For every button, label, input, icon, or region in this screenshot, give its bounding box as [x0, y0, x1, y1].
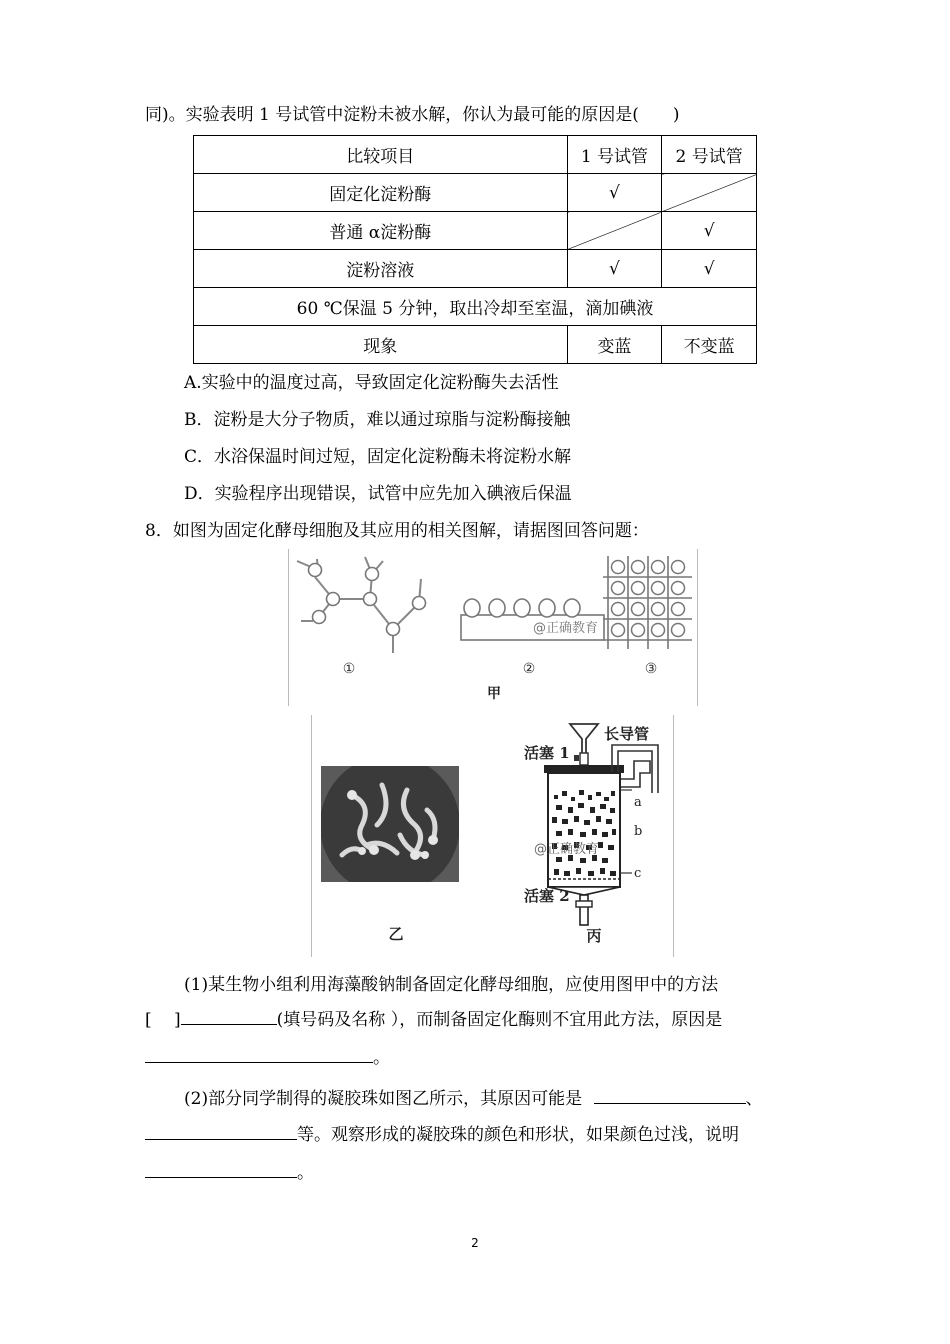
answer-blank-meaning[interactable] [145, 1159, 297, 1178]
row-tube1-empty [567, 212, 662, 250]
row-tube1: √ [567, 250, 662, 288]
condition-cell: 60 ℃保温 5 分钟，取出冷却至室温，滴加碘液 [194, 288, 757, 326]
answer-blank-cause2[interactable] [145, 1121, 297, 1140]
page-number: 2 [471, 1236, 479, 1250]
label-c: c [634, 866, 642, 881]
answer-bracket: [ ] [145, 1010, 181, 1030]
jia-label-3: ③ [644, 661, 658, 677]
bing-caption: 丙 [586, 927, 602, 945]
result-tube2: 不变蓝 [662, 326, 757, 364]
answer-blank-reason[interactable] [145, 1044, 373, 1063]
sub-question-1-line1: (1)某生物小组利用海藻酸钠制备固定化酵母细胞，应使用图甲中的方法 [184, 975, 719, 995]
sub-question-2-line2 [145, 1120, 739, 1145]
sub2-line2-text: 等。观察形成的凝胶珠的颜色和形状，如果颜色过浅，说明 [297, 1125, 739, 1145]
table-header-tube2: 2 号试管 [662, 136, 757, 174]
sub-question-1-line2 [145, 1005, 722, 1030]
yi-caption: 乙 [388, 925, 404, 943]
table-row [194, 212, 757, 250]
comparison-table [193, 135, 757, 364]
watermark-jia: @正确教育 [533, 621, 599, 636]
table-row-condition [194, 288, 757, 326]
row-tube2: √ [662, 250, 757, 288]
valve1-label: 活塞 1 [524, 744, 570, 762]
sub2-end: 。 [297, 1163, 314, 1183]
option-d: D．实验程序出现错误，试管中应先加入碘液后保温 [184, 484, 572, 504]
figure-yi-bing-drawing [312, 715, 673, 957]
row-label: 淀粉溶液 [194, 250, 568, 288]
table-row [194, 174, 757, 212]
sub2-line1-text: (2)部分同学制得的凝胶珠如图乙所示，其原因可能是 [184, 1089, 583, 1109]
row-tube1: √ [567, 174, 662, 212]
table-row-result [194, 326, 757, 364]
answer-blank-method[interactable] [181, 1006, 277, 1025]
option-c: C．水浴保温时间过短，固定化淀粉酶未将淀粉水解 [184, 447, 572, 467]
sub-question-2-line1 [184, 1084, 763, 1109]
result-tube1: 变蓝 [567, 326, 662, 364]
row-tube2: √ [662, 212, 757, 250]
watermark-bing: @正确教育 [534, 842, 600, 857]
table-header-tube1: 1 号试管 [567, 136, 662, 174]
answer-blank-cause1[interactable] [594, 1085, 746, 1104]
row-tube2-empty [662, 174, 757, 212]
label-b: b [634, 824, 643, 839]
sub2-sep: 、 [745, 1089, 763, 1109]
question-8: 8．如图为固定化酵母细胞及其应用的相关图解，请据图回答问题： [145, 521, 649, 541]
jia-label-2: ② [522, 661, 536, 677]
row-label: 固定化淀粉酶 [194, 174, 568, 212]
option-b: B．淀粉是大分子物质，难以通过琼脂与淀粉酶接触 [184, 410, 571, 430]
yi-photo [320, 755, 460, 895]
figure-jia-drawing [289, 549, 697, 706]
jia-caption: 甲 [487, 686, 501, 702]
sub-question-1-line3 [145, 1043, 390, 1068]
table-row [194, 250, 757, 288]
option-a: A.实验中的温度过高，导致固定化淀粉酶失去活性 [184, 373, 559, 393]
table-header-row [194, 136, 757, 174]
jia-label-1: ① [342, 661, 356, 677]
intro-line: 同)。实验表明 1 号试管中淀粉未被水解，你认为最可能的原因是( ) [145, 105, 680, 125]
table-header-item: 比较项目 [194, 136, 568, 174]
result-label: 现象 [194, 326, 568, 364]
figure-jia [288, 549, 698, 706]
long-tube-label: 长导管 [604, 725, 650, 743]
sub1-line2-text: (填号码及名称 ），而制备固定化酶则不宜用此方法，原因是 [276, 1010, 723, 1030]
row-label: 普通 α淀粉酶 [194, 212, 568, 250]
figure-yi-bing [311, 715, 674, 957]
valve2-label: 活塞 2 [524, 887, 570, 905]
sub1-end: 。 [373, 1048, 390, 1068]
label-a: a [634, 795, 642, 810]
sub-question-2-line3 [145, 1158, 314, 1183]
